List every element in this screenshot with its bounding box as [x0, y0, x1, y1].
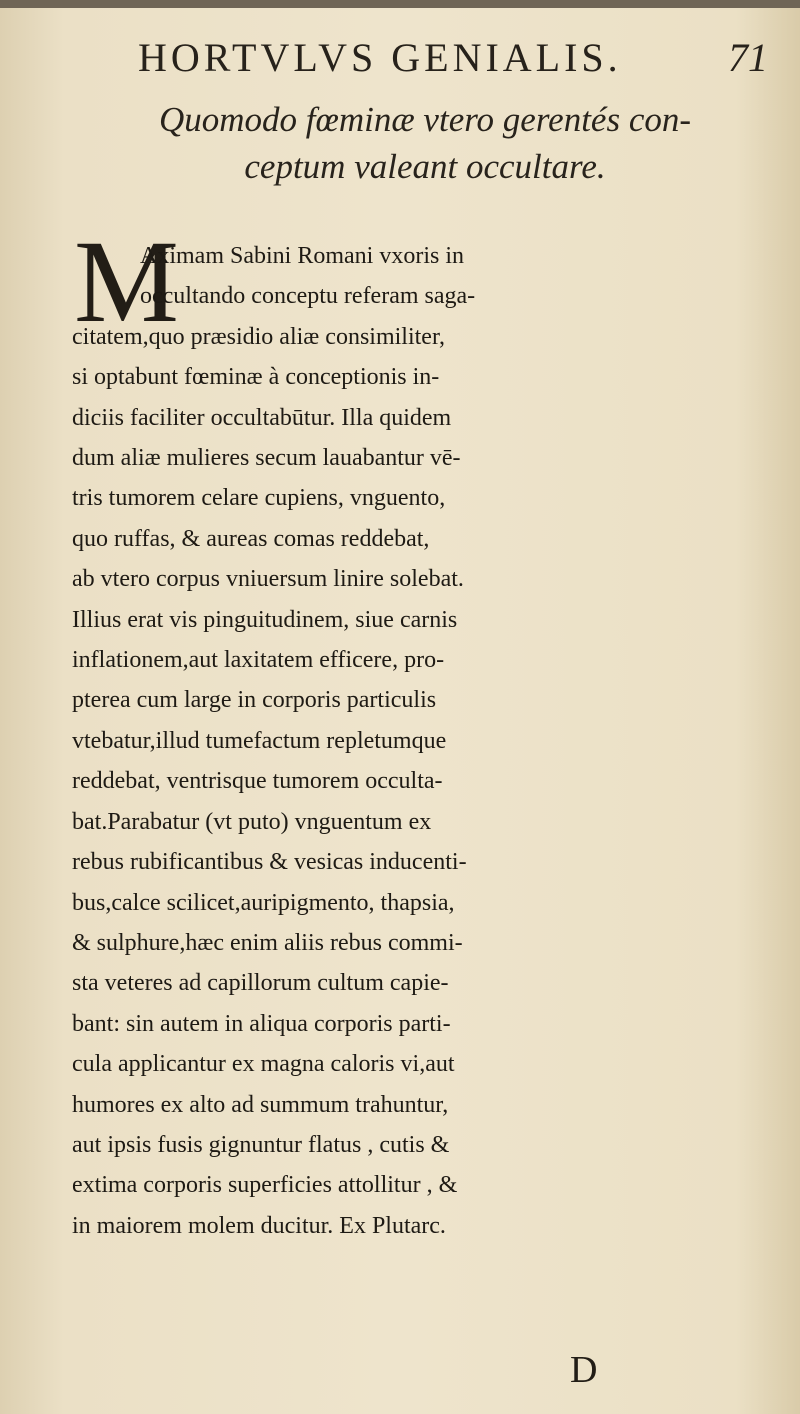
catchword: D [570, 1349, 598, 1391]
text-line: sta veteres ad capillorum cultum capie- [72, 970, 449, 997]
top-edge-shadow [0, 0, 800, 8]
text-line: si optabunt fœminæ à conceptionis in- [72, 364, 440, 391]
text-line: rebus rubificantibus & vesicas inducenti- [72, 849, 467, 876]
text-line: pterea cum large in corporis particulis [72, 687, 437, 714]
page-number: 71 [728, 35, 768, 80]
text-line: tris tumorem celare cupiens, vnguento, [72, 485, 446, 512]
text-line: humores ex alto ad summum trahuntur, [72, 1091, 449, 1118]
running-head-title: HORTVLVS GENIALIS. [138, 35, 622, 80]
body-text [72, 236, 772, 1246]
text-line: citatem,quo præsidio aliæ consimiliter, [72, 323, 445, 350]
text-line: inflationem,aut laxitatem efficere, pro- [72, 647, 445, 674]
text-line: diciis faciliter occultabūtur. Illa quidem [72, 404, 452, 431]
text-line: ab vtero corpus vniuersum linire solebat. [72, 566, 464, 593]
section-heading-line-1: Quomodo fœminæ vtero gerentés con- [158, 100, 692, 139]
text-line: dum aliæ mulieres secum lauabantur vē- [72, 445, 461, 472]
text-line: extima corporis superficies attollitur , & [72, 1172, 458, 1199]
text-line: & sulphure,hæc enim aliis rebus commi- [72, 929, 463, 956]
text-line: occultando conceptu referam saga- [140, 283, 476, 310]
text-line: in maiorem molem ducitur. Ex Plutarc. [72, 1212, 446, 1239]
text-line: quo ruffas, & aureas comas reddebat, [72, 525, 430, 552]
text-line: bus,calce scilicet,auripigmento, thapsia, [72, 889, 455, 916]
text-line: bant: sin autem in aliqua corporis parti- [72, 1010, 451, 1037]
text-line: aut ipsis fusis gignuntur flatus , cutis & [72, 1131, 450, 1158]
text-line: vtebatur,illud tumefactum repletumque [72, 727, 447, 754]
section-heading-line-2: ceptum valeant occultare. [244, 147, 606, 186]
text-line: Illius erat vis pinguitudinem, siue carnis [72, 606, 458, 633]
drop-cap: M [74, 216, 179, 347]
section-heading [105, 96, 745, 190]
text-line: reddebat, ventrisque tumorem occulta- [72, 768, 443, 795]
text-line: bat.Parabatur (vt puto) vnguentum ex [72, 808, 432, 835]
text-line: cula applicantur ex magna caloris vi,aut [72, 1051, 455, 1078]
text-line: Aximam Sabini Romani vxoris in [140, 243, 464, 269]
